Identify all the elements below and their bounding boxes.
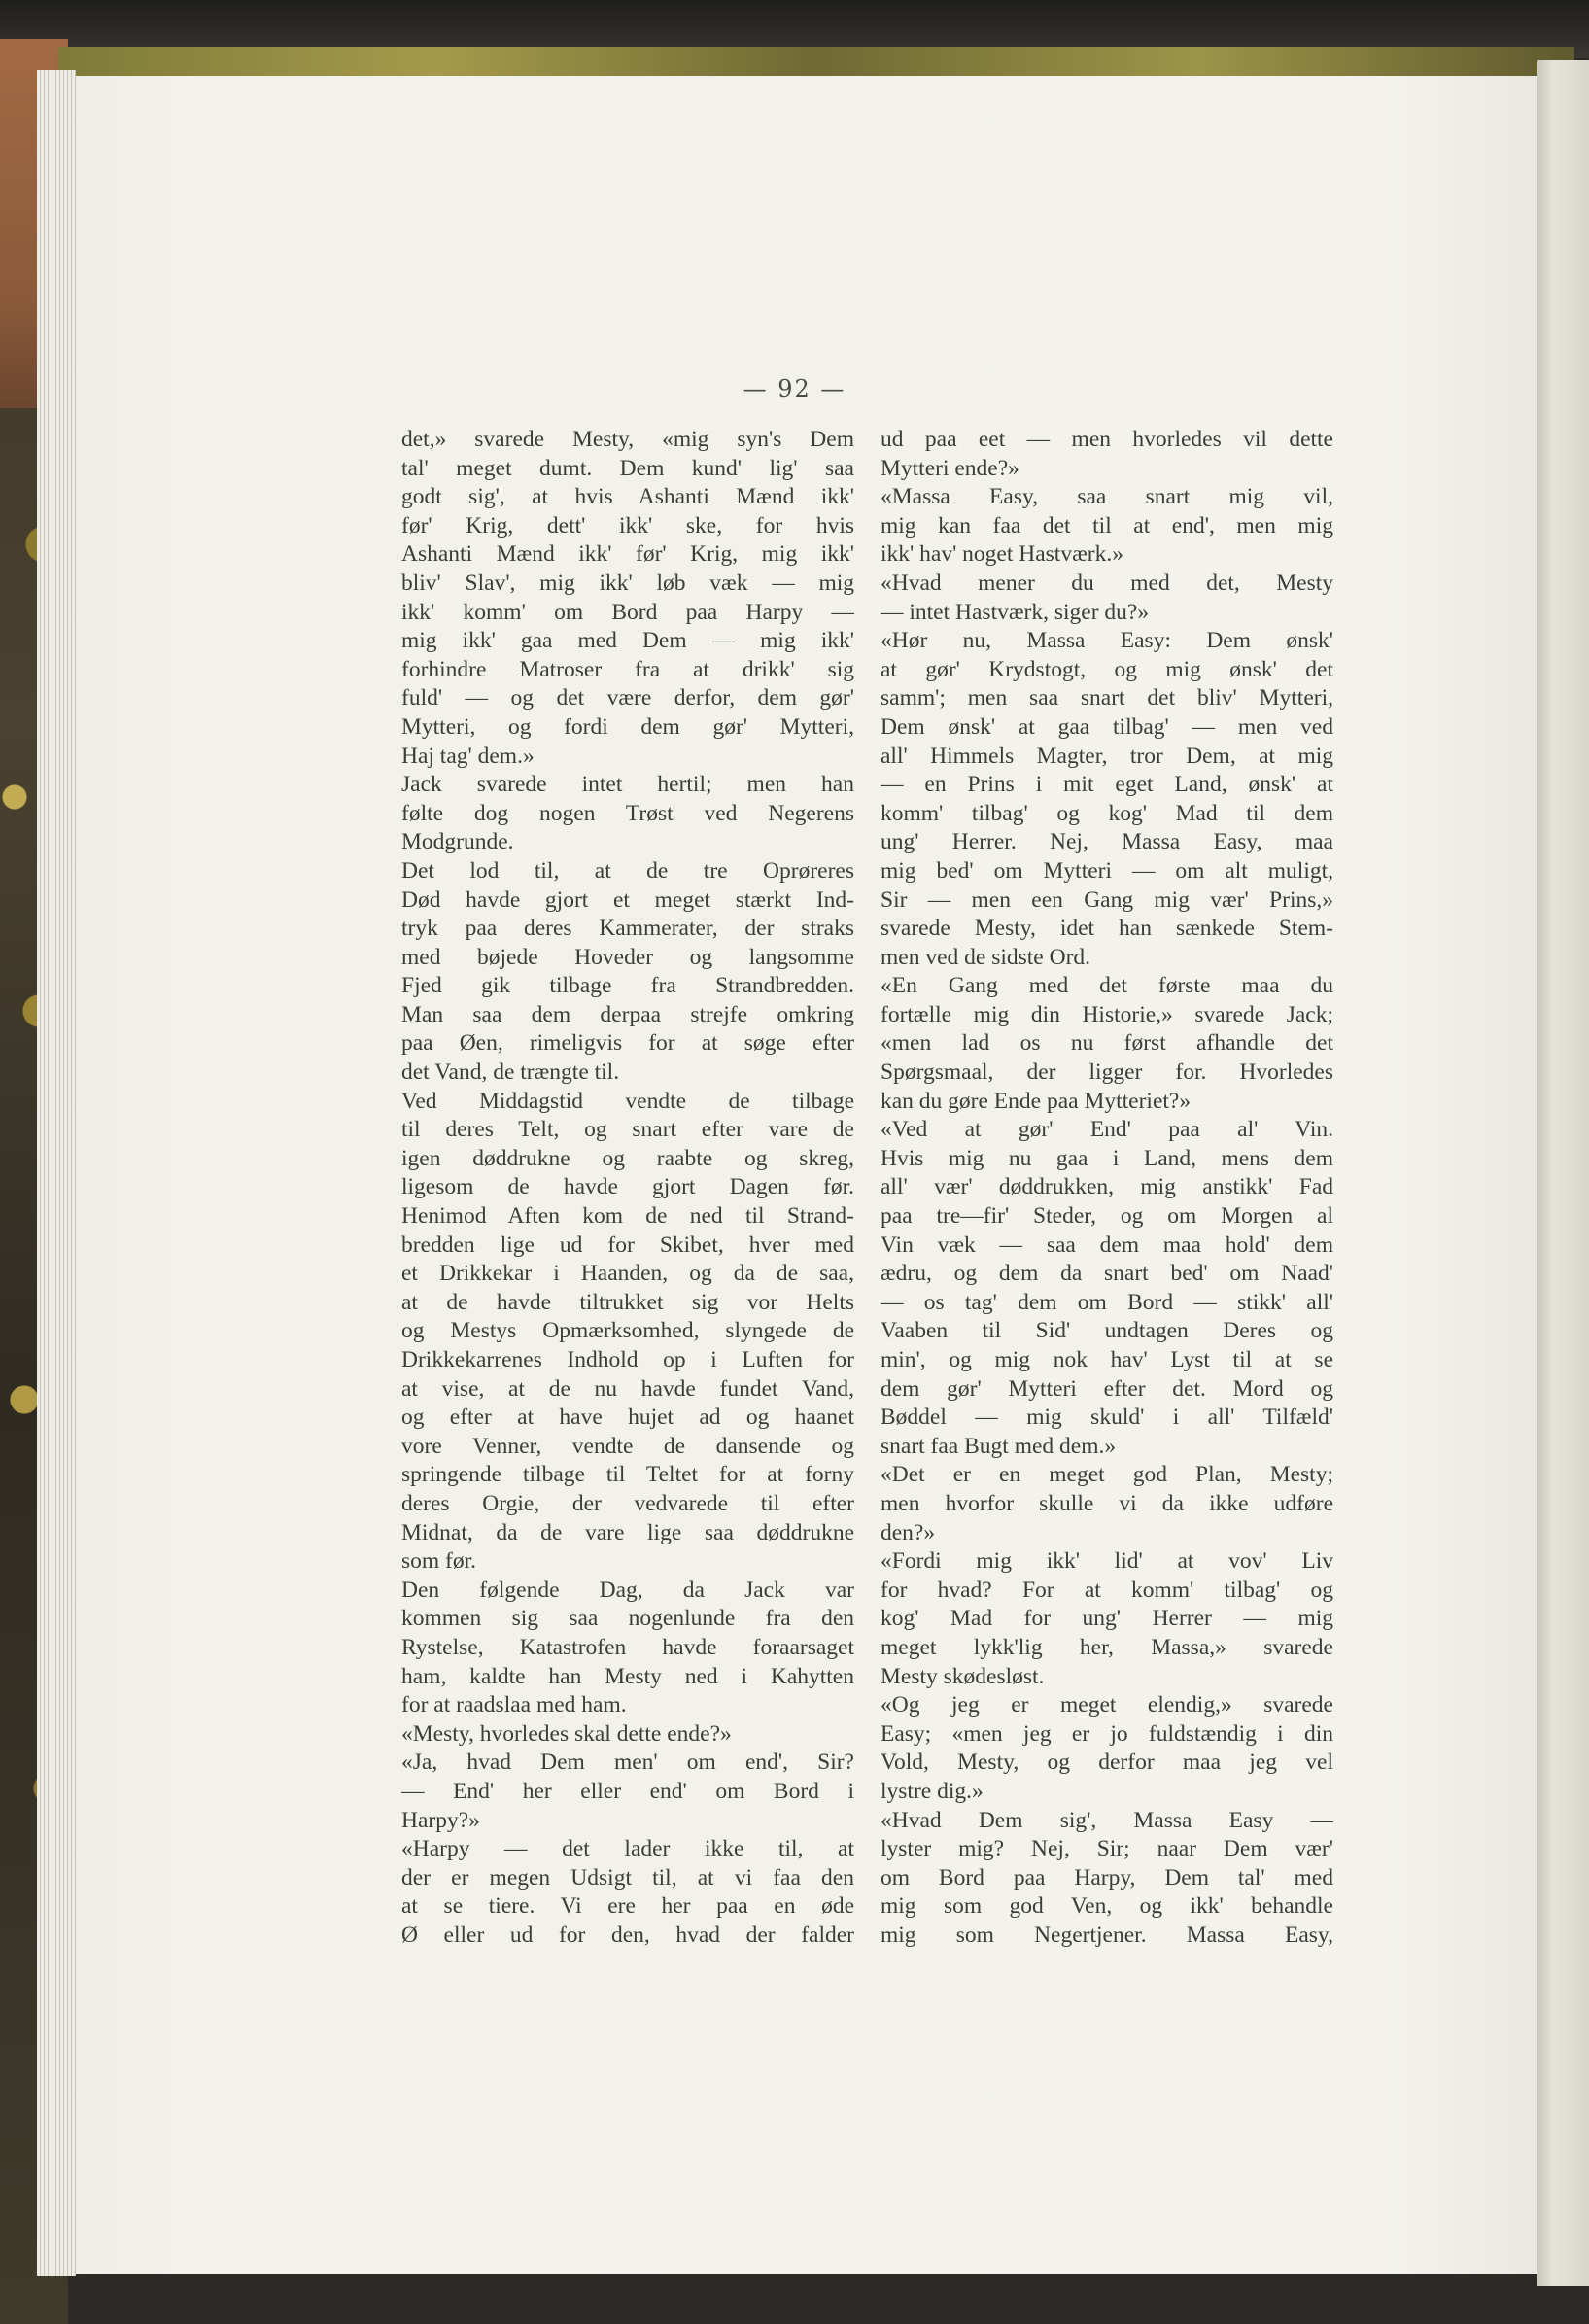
text-line: igen døddrukne og raabte og skreg,: [401, 1145, 854, 1171]
text-line: Bøddel — mig skuld' i all' Tilfæld': [881, 1405, 1333, 1431]
text-line: — en Prins i mit eget Land, ønsk' at: [881, 772, 1333, 798]
text-line: mig ikk' gaa med Dem — mig ikk': [401, 628, 854, 654]
text-line: Spørgsmaal, der ligger for. Hvorledes: [881, 1059, 1333, 1086]
text-line: min', og mig nok hav' Lyst til at se: [881, 1347, 1333, 1372]
text-line: — intet Hastværk, siger du?»: [881, 599, 1150, 625]
text-line: om Bord paa Harpy, Dem tal' med: [881, 1864, 1333, 1890]
text-line: ikk' hav' noget Hastværk.»: [881, 541, 1123, 568]
text-line: paa Øen, rimeligvis for at søge efter: [401, 1030, 854, 1057]
text-line: springende tilbage til Teltet for at forny: [401, 1462, 854, 1488]
text-line: Harpy?»: [401, 1807, 480, 1833]
text-line: ham, kaldte han Mesty ned i Kahytten: [401, 1663, 854, 1689]
text-line: Ø eller ud for den, hvad der falder: [401, 1922, 854, 1948]
text-line: paa tre—fir' Steder, og om Morgen al: [881, 1203, 1333, 1230]
text-line: Haj tag' dem.»: [401, 743, 535, 769]
text-line: at vise, at de nu havde fundet Vand,: [401, 1375, 854, 1402]
text-line: ikk' komm' om Bord paa Harpy —: [401, 599, 854, 625]
text-line: deres Orgie, der vedvarede til efter: [401, 1490, 854, 1516]
text-line: tryk paa deres Kammerater, der straks: [401, 916, 854, 942]
text-line: Sir — men een Gang mig vær' Prins,»: [881, 886, 1333, 913]
text-line: all' vær' døddrukken, mig anstikk' Fad: [881, 1174, 1333, 1200]
text-line: den?»: [881, 1519, 936, 1545]
text-line: det Vand, de trængte til.: [401, 1059, 620, 1086]
text-line: men hvorfor skulle vi da ikke udføre: [881, 1490, 1333, 1516]
text-line: all' Himmels Magter, tror Dem, at mig: [881, 743, 1333, 769]
text-line: komm' tilbag' og kog' Mad til dem: [881, 800, 1333, 826]
text-line: som før.: [401, 1548, 477, 1575]
text-line: — os tag' dem om Bord — stikk' all': [881, 1289, 1333, 1315]
text-line: Man saa dem derpaa strejfe omkring: [401, 1001, 854, 1027]
text-line: ung' Herrer. Nej, Massa Easy, maa: [881, 829, 1333, 855]
text-line: «En Gang med det første maa du: [881, 973, 1333, 999]
text-line: til deres Telt, og snart efter vare de: [401, 1117, 854, 1143]
text-line: Fjed gik tilbage fra Strandbredden.: [401, 973, 854, 999]
text-line: Dem ønsk' at gaa tilbag' — men ved: [881, 713, 1333, 740]
text-line: bredden lige ud for Skibet, hver med: [401, 1231, 854, 1258]
text-line: fortælle mig din Historie,» svarede Jack;: [881, 1001, 1333, 1027]
text-line: bliv' Slav', mig ikk' løb væk — mig: [401, 570, 854, 596]
text-line: der er megen Udsigt til, at vi faa den: [401, 1864, 854, 1890]
text-line: vore Venner, vendte de dansende og: [401, 1433, 854, 1459]
text-line: før' Krig, dett' ikk' ske, for hvis: [401, 512, 854, 538]
text-line: Den følgende Dag, da Jack var: [401, 1577, 854, 1603]
text-line: at gør' Krydstogt, og mig ønsk' det: [881, 656, 1333, 682]
text-line: Drikkekarrenes Indhold op i Luften for: [401, 1347, 854, 1372]
text-line: Henimod Aften kom de ned til Strand-: [401, 1203, 854, 1230]
text-line: godt sig', at hvis Ashanti Mænd ikk': [401, 484, 854, 510]
text-line: samm'; men saa snart det bliv' Mytteri,: [881, 685, 1333, 711]
text-line: Ved Middagstid vendte de tilbage: [401, 1088, 854, 1114]
text-line: men ved de sidste Ord.: [881, 944, 1091, 970]
text-line: «Massa Easy, saa snart mig vil,: [881, 484, 1333, 510]
text-line: Vold, Mesty, og derfor maa jeg vel: [881, 1750, 1333, 1776]
text-line: ligesom de havde gjort Dagen før.: [401, 1174, 854, 1200]
text-line: det,» svarede Mesty, «mig syn's Dem: [401, 427, 854, 452]
left-text-column: [401, 426, 854, 1950]
text-line: «Ja, hvad Dem men' om end', Sir?: [401, 1750, 854, 1776]
text-line: svarede Mesty, idet han sænkede Stem-: [881, 916, 1333, 942]
text-line: mig kan faa det til at end', men mig: [881, 512, 1333, 538]
text-line: fuld' — og det være derfor, dem gør': [401, 685, 854, 711]
text-line: meget lykk'lig her, Massa,» svarede: [881, 1634, 1333, 1660]
right-text-column: [881, 426, 1333, 1950]
text-line: at de havde tiltrukket sig vor Helts: [401, 1289, 854, 1315]
text-line: «Hvad mener du med det, Mesty: [881, 570, 1333, 596]
text-line: Ashanti Mænd ikk' før' Krig, mig ikk': [401, 541, 854, 568]
text-line: Mytteri, og fordi dem gør' Mytteri,: [401, 713, 854, 740]
text-line: kog' Mad for ung' Herrer — mig: [881, 1606, 1333, 1632]
text-line: tal' meget dumt. Dem kund' lig' saa: [401, 455, 854, 481]
text-line: «Mesty, hvorledes skal dette ende?»: [401, 1720, 732, 1747]
text-line: Rystelse, Katastrofen havde foraarsaget: [401, 1634, 854, 1660]
text-line: Vaaben til Sid' undtagen Deres og: [881, 1318, 1333, 1344]
text-line: Vin væk — saa dem maa hold' dem: [881, 1231, 1333, 1258]
text-line: Modgrunde.: [401, 829, 514, 855]
text-line: et Drikkekar i Haanden, og da de saa,: [401, 1261, 854, 1287]
text-line: for at raadslaa med ham.: [401, 1692, 627, 1718]
text-line: Easy; «men jeg er jo fuldstændig i din: [881, 1720, 1333, 1747]
text-line: «Hør nu, Massa Easy: Dem ønsk': [881, 628, 1333, 654]
text-line: «Det er en meget god Plan, Mesty;: [881, 1462, 1333, 1488]
text-line: «Hvad Dem sig', Massa Easy —: [881, 1807, 1333, 1833]
text-line: lyster mig? Nej, Sir; naar Dem vær': [881, 1836, 1333, 1862]
text-line: Mesty skødesløst.: [881, 1663, 1045, 1689]
text-line: dem gør' Mytteri efter det. Mord og: [881, 1375, 1333, 1402]
text-line: at se tiere. Vi ere her paa en øde: [401, 1893, 854, 1920]
text-line: følte dog nogen Trøst ved Negerens: [401, 800, 854, 826]
text-line: Mytteri ende?»: [881, 455, 1019, 481]
text-line: kan du gøre Ende paa Mytteriet?»: [881, 1088, 1192, 1114]
text-line: kommen sig saa nogenlunde fra den: [401, 1606, 854, 1632]
text-line: «Og jeg er meget elendig,» svarede: [881, 1692, 1333, 1718]
text-line: forhindre Matroser fra at drikk' sig: [401, 656, 854, 682]
text-line: snart faa Bugt med dem.»: [881, 1433, 1117, 1459]
text-line: mig som god Ven, og ikk' behandle: [881, 1893, 1333, 1920]
text-line: Midnat, da de vare lige saa døddrukne: [401, 1519, 854, 1545]
text-line: «men lad os nu først afhandle det: [881, 1030, 1333, 1057]
text-line: mig bed' om Mytteri — om alt muligt,: [881, 857, 1333, 884]
text-line: «Harpy — det lader ikke til, at: [401, 1836, 854, 1862]
text-line: — End' her eller end' om Bord i: [401, 1778, 854, 1804]
text-line: lystre dig.»: [881, 1778, 984, 1804]
text-line: Jack svarede intet hertil; men han: [401, 772, 854, 798]
text-line: ud paa eet — men hvorledes vil dette: [881, 427, 1333, 452]
text-line: for hvad? For at komm' tilbag' og: [881, 1577, 1333, 1603]
text-line: mig som Negertjener. Massa Easy,: [881, 1922, 1333, 1948]
text-line: med bøjede Hoveder og langsomme: [401, 944, 854, 970]
text-line: Død havde gjort et meget stærkt Ind-: [401, 886, 854, 913]
text-line: ædru, og dem da snart bed' om Naad': [881, 1261, 1333, 1287]
text-line: Det lod til, at de tre Oprøreres: [401, 857, 854, 884]
text-line: og Mestys Opmærksomhed, slyngede de: [401, 1318, 854, 1344]
page-number: — 92 —: [743, 375, 846, 402]
text-line: Hvis mig nu gaa i Land, mens dem: [881, 1145, 1333, 1171]
text-line: «Ved at gør' End' paa al' Vin.: [881, 1117, 1333, 1143]
text-line: og efter at have hujet ad og haanet: [401, 1405, 854, 1431]
text-line: «Fordi mig ikk' lid' at vov' Liv: [881, 1548, 1333, 1575]
